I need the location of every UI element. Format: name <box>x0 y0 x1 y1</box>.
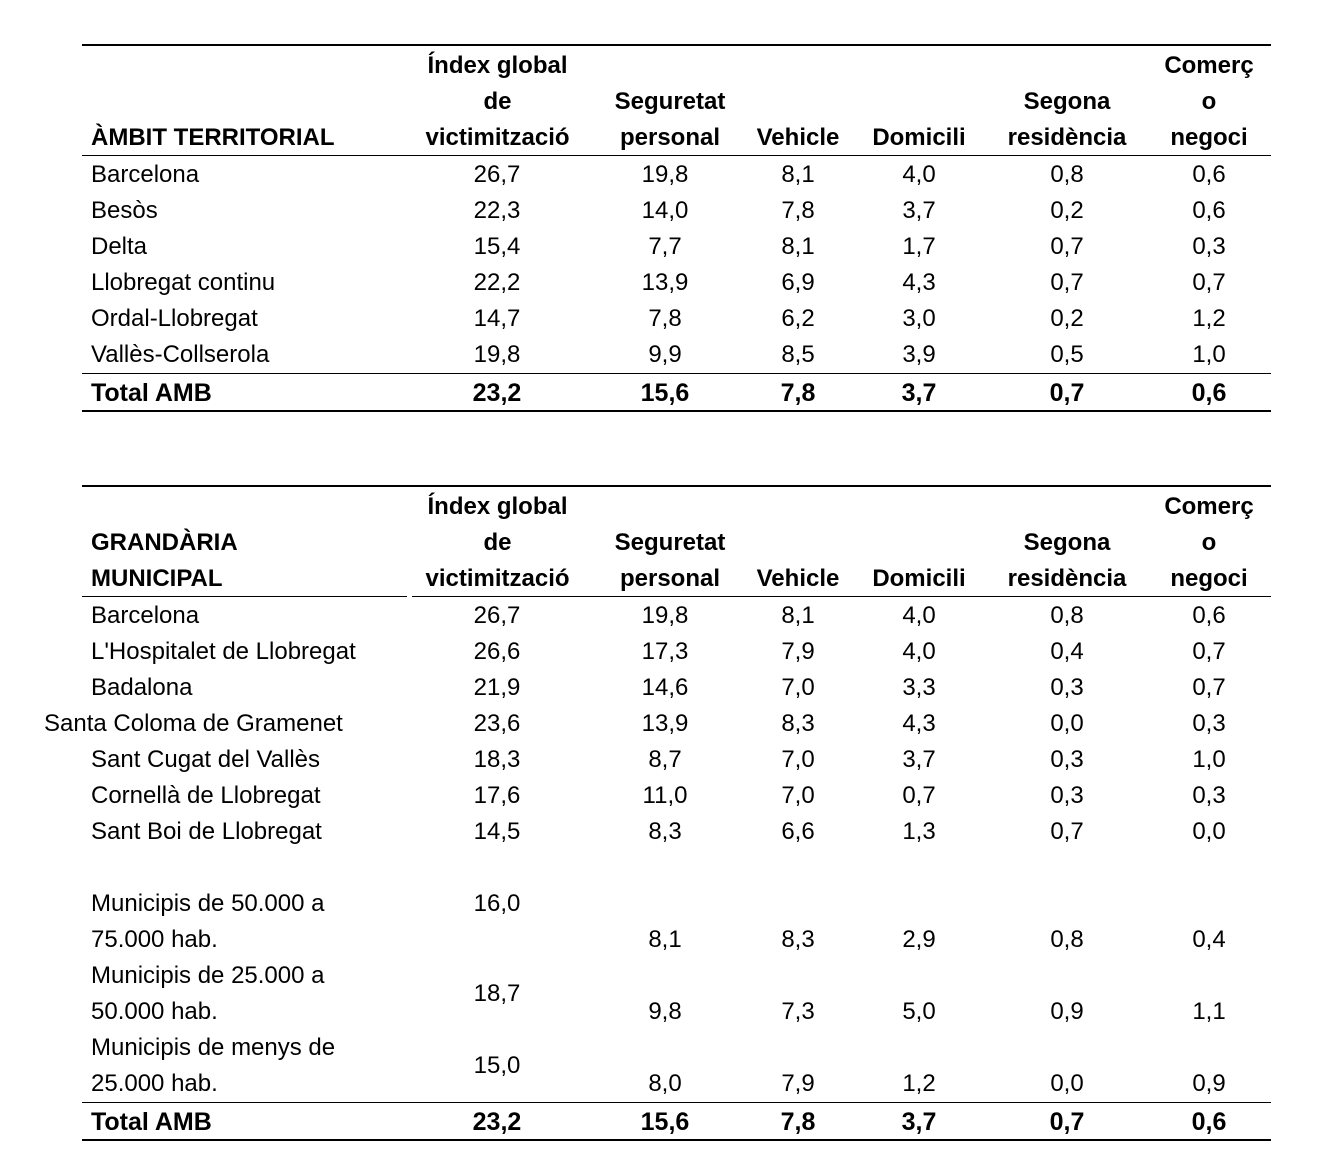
cell-comerc: 0,9 <box>1192 1070 1226 1097</box>
cell-vehicle: 7,0 <box>781 746 815 773</box>
cell-index: 14,7 <box>473 305 521 332</box>
cell-index: 26,6 <box>473 638 521 665</box>
cell-index: 17,6 <box>473 782 521 809</box>
cell-vehicle: 6,9 <box>781 269 815 296</box>
cell-vehicle: 8,3 <box>781 926 815 953</box>
row-label: Municipis de 50.000 a 75.000 hab. <box>91 890 325 953</box>
row-label: Cornellà de Llobregat <box>91 782 321 809</box>
cell-comerc: 1,2 <box>1192 305 1226 332</box>
cell-personal: 11,0 <box>642 782 688 809</box>
total-vehicle: 7,8 <box>780 379 816 407</box>
total-vehicle: 7,8 <box>780 1108 816 1136</box>
cell-vehicle: 8,3 <box>781 710 815 737</box>
row-label: Delta <box>91 233 148 260</box>
cell-comerc: 0,6 <box>1192 161 1226 188</box>
row-label: Barcelona <box>91 602 200 629</box>
row-label: Besòs <box>91 197 158 224</box>
cell-domicili: 3,9 <box>902 341 936 368</box>
cell-segona: 0,4 <box>1050 638 1084 665</box>
cell-personal: 7,7 <box>648 233 682 260</box>
cell-index: 18,7 <box>473 980 521 1007</box>
cell-vehicle: 7,9 <box>781 1070 815 1097</box>
cell-comerc: 1,0 <box>1192 746 1226 773</box>
row-label: Sant Cugat del Vallès <box>91 746 321 773</box>
total-rule <box>82 1102 1271 1103</box>
header-index-global: Índex global de victimització <box>425 493 570 592</box>
total-index: 23,2 <box>472 1108 522 1136</box>
header-rule-values <box>412 596 1271 597</box>
header-grandaria-municipal: GRANDÀRIA MUNICIPAL <box>91 529 238 592</box>
cell-vehicle: 7,3 <box>781 998 815 1025</box>
cell-index: 18,3 <box>473 746 521 773</box>
cell-domicili: 3,7 <box>902 746 936 773</box>
cell-domicili: 1,7 <box>902 233 936 260</box>
cell-domicili: 1,3 <box>902 818 936 845</box>
cell-segona: 0,5 <box>1050 341 1084 368</box>
cell-personal: 19,8 <box>641 161 689 188</box>
row-label: Llobregat continu <box>91 269 276 296</box>
row-label: Municipis de menys de 25.000 hab. <box>91 1034 336 1097</box>
cell-segona: 0,3 <box>1050 782 1084 809</box>
total-label: Total AMB <box>91 1108 212 1136</box>
cell-segona: 0,7 <box>1050 818 1084 845</box>
cell-segona: 0,9 <box>1050 998 1084 1025</box>
cell-index: 22,3 <box>473 197 521 224</box>
cell-personal: 13,9 <box>641 269 689 296</box>
cell-segona: 0,7 <box>1050 233 1084 260</box>
cell-domicili: 3,3 <box>902 674 936 701</box>
cell-segona: 0,0 <box>1050 710 1084 737</box>
cell-domicili: 3,0 <box>902 305 936 332</box>
cell-segona: 0,8 <box>1050 161 1084 188</box>
header-segona-residencia: Segona residència <box>1007 88 1127 151</box>
row-label: Ordal-Llobregat <box>91 305 258 332</box>
header-comerc-negoci: Comerç o negoci <box>1164 493 1254 592</box>
row-label: L'Hospitalet de Llobregat <box>91 638 356 665</box>
total-domicili: 3,7 <box>901 379 937 407</box>
cell-domicili: 4,0 <box>902 161 936 188</box>
cell-personal: 8,0 <box>648 1070 682 1097</box>
cell-personal: 8,3 <box>648 818 682 845</box>
total-personal: 15,6 <box>640 379 690 407</box>
cell-personal: 9,8 <box>648 998 682 1025</box>
top-rule <box>82 44 1271 46</box>
cell-index: 14,5 <box>473 818 521 845</box>
cell-comerc: 0,6 <box>1192 197 1226 224</box>
total-domicili: 3,7 <box>901 1108 937 1136</box>
header-seguretat-personal: Seguretat personal <box>614 88 726 151</box>
cell-comerc: 1,0 <box>1192 341 1226 368</box>
cell-index: 22,2 <box>473 269 521 296</box>
cell-segona: 0,3 <box>1050 746 1084 773</box>
row-label: Barcelona <box>91 161 200 188</box>
cell-index: 16,0 <box>473 890 521 917</box>
header-seguretat-personal: Seguretat personal <box>614 529 726 592</box>
header-comerc-negoci: Comerç o negoci <box>1164 52 1254 151</box>
cell-personal: 19,8 <box>641 602 689 629</box>
cell-comerc: 0,7 <box>1192 638 1226 665</box>
cell-segona: 0,3 <box>1050 674 1084 701</box>
cell-domicili: 5,0 <box>902 998 936 1025</box>
cell-index: 15,0 <box>473 1052 521 1079</box>
total-personal: 15,6 <box>640 1108 690 1136</box>
cell-personal: 14,0 <box>641 197 689 224</box>
cell-comerc: 0,0 <box>1192 818 1226 845</box>
cell-domicili: 4,0 <box>902 638 936 665</box>
cell-personal: 7,8 <box>648 305 682 332</box>
cell-segona: 0,2 <box>1050 197 1084 224</box>
cell-comerc: 0,4 <box>1192 926 1226 953</box>
top-rule <box>82 485 1271 487</box>
cell-vehicle: 8,1 <box>781 161 815 188</box>
row-label: Sant Boi de Llobregat <box>91 818 322 845</box>
cell-domicili: 4,3 <box>902 710 936 737</box>
cell-comerc: 0,3 <box>1192 710 1226 737</box>
cell-comerc: 0,7 <box>1192 269 1226 296</box>
row-label: Santa Coloma de Gramenet <box>44 710 343 737</box>
total-segona: 0,7 <box>1049 379 1085 407</box>
cell-personal: 8,7 <box>648 746 682 773</box>
bottom-rule <box>82 410 1271 412</box>
cell-domicili: 3,7 <box>902 197 936 224</box>
cell-vehicle: 6,6 <box>781 818 815 845</box>
cell-segona: 0,2 <box>1050 305 1084 332</box>
cell-personal: 13,9 <box>641 710 689 737</box>
cell-vehicle: 8,5 <box>781 341 815 368</box>
cell-personal: 17,3 <box>641 638 689 665</box>
total-segona: 0,7 <box>1049 1108 1085 1136</box>
cell-vehicle: 7,0 <box>781 782 815 809</box>
cell-index: 26,7 <box>473 602 521 629</box>
cell-segona: 0,0 <box>1050 1070 1084 1097</box>
cell-index: 15,4 <box>473 233 521 260</box>
cell-personal: 14,6 <box>641 674 689 701</box>
cell-domicili: 0,7 <box>902 782 936 809</box>
header-domicili: Domicili <box>872 124 966 151</box>
total-comerc: 0,6 <box>1191 379 1227 407</box>
cell-segona: 0,8 <box>1050 602 1084 629</box>
cell-vehicle: 7,0 <box>781 674 815 701</box>
row-label: Vallès-Collserola <box>91 341 270 368</box>
cell-index: 23,6 <box>473 710 521 737</box>
cell-personal: 9,9 <box>648 341 682 368</box>
header-rule <box>82 155 1271 156</box>
cell-vehicle: 6,2 <box>781 305 815 332</box>
header-domicili: Domicili <box>872 565 966 592</box>
cell-comerc: 0,3 <box>1192 233 1226 260</box>
total-label: Total AMB <box>91 379 212 407</box>
header-segona-residencia: Segona residència <box>1007 529 1127 592</box>
cell-comerc: 1,1 <box>1192 998 1226 1025</box>
row-label: Badalona <box>91 674 193 701</box>
cell-vehicle: 7,9 <box>781 638 815 665</box>
cell-domicili: 4,3 <box>902 269 936 296</box>
total-rule <box>82 373 1271 374</box>
bottom-rule <box>82 1139 1271 1141</box>
cell-vehicle: 7,8 <box>781 197 815 224</box>
cell-domicili: 2,9 <box>902 926 936 953</box>
header-ambit-territorial: ÀMBIT TERRITORIAL <box>91 124 335 151</box>
cell-index: 19,8 <box>473 341 521 368</box>
cell-index: 26,7 <box>473 161 521 188</box>
header-vehicle: Vehicle <box>756 124 840 151</box>
cell-personal: 8,1 <box>648 926 682 953</box>
cell-comerc: 0,6 <box>1192 602 1226 629</box>
cell-comerc: 0,3 <box>1192 782 1226 809</box>
total-index: 23,2 <box>472 379 522 407</box>
cell-domicili: 1,2 <box>902 1070 936 1097</box>
row-label: Municipis de 25.000 a 50.000 hab. <box>91 962 325 1025</box>
cell-vehicle: 8,1 <box>781 233 815 260</box>
header-index-global: Índex global de victimització <box>425 52 570 151</box>
cell-vehicle: 8,1 <box>781 602 815 629</box>
total-comerc: 0,6 <box>1191 1108 1227 1136</box>
header-vehicle: Vehicle <box>756 565 840 592</box>
cell-domicili: 4,0 <box>902 602 936 629</box>
cell-segona: 0,7 <box>1050 269 1084 296</box>
cell-index: 21,9 <box>473 674 521 701</box>
cell-segona: 0,8 <box>1050 926 1084 953</box>
header-rule-label <box>82 596 407 597</box>
cell-comerc: 0,7 <box>1192 674 1226 701</box>
